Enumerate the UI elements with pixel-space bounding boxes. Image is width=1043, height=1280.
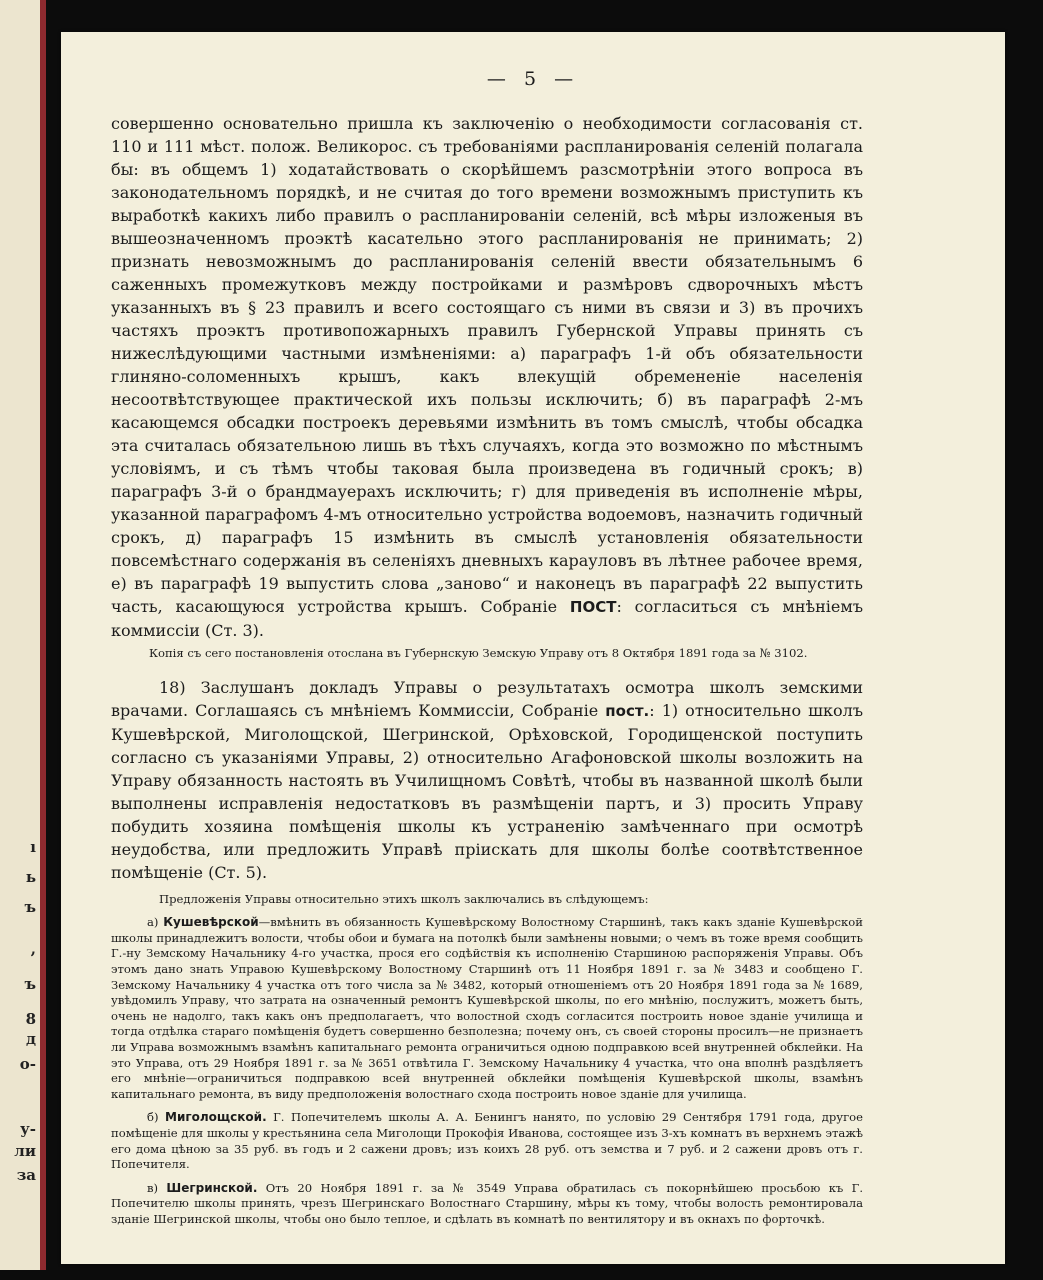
- proposal-item-b: [111, 1110, 863, 1172]
- margin-glyph: ли: [14, 1142, 36, 1160]
- item-text: —вмѣнить въ обязанность Кушевѣрскому Волостному Старшинѣ, такъ какъ зданіе Кушевѣрской школы принадлежитъ волости, чтобы обои и бумага на потолкѣ были замѣнены новыми; о чемъ въ тоже время сообщить Г.-ну Земскому Начальнику 4-го участка, прося его содѣйствія къ исполненію Старшиною распоряженія Управы. Объ этомъ дано знать Управою Кушевѣрскому Волостному Старшинѣ отъ 11 Ноября 1891 г. за № 3483 и сообщено Г. Земскому Начальнику 4 участка отъ того числа за № 3482, который отношеніемъ отъ 20 Ноября 1891 года за № 1689, увѣдомилъ Управу, что затрата на означенный ремонтъ Кушевѣрской школы, по его мнѣнію, послужитъ, можетъ быть, очень не надолго, такъ какъ онъ предполагаетъ, что волостной сходъ согласится построить новое зданіе училища и тогда отдѣлка стараго помѣщенія будетъ совершенно безполезна; почему онъ, съ своей стороны просилъ—не признаетъ ли Управа возможнымъ взамѣнъ капитальнаго ремонта ограничиться одною подправкою всей внутренней обклейки. На это Управа, отъ 29 Ноября 1891 г. за № 3651 отвѣтила Г. Земскому Начальнику 4 участка, что она вполнѣ раздѣляетъ его мнѣніе—ограничиться подправкою всей внутренней обклейки помѣщенія Кушевѣрской школы, взамѣнъ капитальнаго ремонта, въ виду предположенія волостнаго схода построить новое зданіе для училища.: [111, 915, 863, 1101]
- paragraph-text: 18) Заслушанъ докладъ Управы о результатахъ осмотра школъ земскими врачами. Соглашаясь съ мнѣніемъ Коммиссіи, Собраніе: [111, 677, 863, 720]
- margin-glyph: 8: [25, 1010, 36, 1028]
- margin-glyph: ъ: [24, 898, 36, 916]
- resolution-keyword: ПОСТ: [569, 598, 617, 616]
- margin-glyph: ,: [30, 940, 36, 958]
- adjacent-page-edge: [0, 0, 46, 1270]
- paragraph-text-end: : 1) относительно школъ Кушевѣрской, Миголощской, Шегринской, Орѣховской, Городищенской поступить согласно съ указаніями Управы, 2) относительно Агафоновской школы возложить на Управу обязанность настоять въ Училищномъ Совѣтѣ, чтобы въ названной школѣ были выполнены исправленія недостатковъ въ размѣщеніи партъ, и 3) просить Управу побудить хозяина помѣщенія школы къ устраненію замѣченнаго при осмотрѣ неудобства, или предложить Управѣ пріискать для школы болѣе соотвѣтственное помѣщеніе (Ст. 5).: [111, 700, 863, 882]
- copy-note: Копія съ сего постановленія отослана въ Губернскую Земскую Управу отъ 8 Октября 1891 года за № 3102.: [149, 646, 808, 660]
- item-text: Отъ 20 Ноября 1891 г. за № 3549 Управа обратилась съ покорнѣйшею просьбою къ Г. Попечителю школы принять, чрезъ Шегринскаго Волостнаго Старшину, мѣры къ тому, чтобы волость ремонтировала зданіе Шегринской школы, чтобы оно было теплое, и сдѣлать въ комнатѣ по вентилятору и въ окнахъ по форточкѣ.: [111, 1180, 864, 1226]
- item-text: Г. Попечителемъ школы А. А. Бенингъ нанято, по условію 29 Сентября 1791 года, другое помѣщеніе для школы у крестьянина села Миголощи Прокофія Иванова, состоящее изъ 3-хъ комнатъ въ верхнемъ этажѣ его дома цѣною за 35 руб. въ годъ и 2 сажени дровъ; изъ коихъ 28 руб. отъ земства и 7 руб. и 2 сажени дровъ отъ г. Попечителя.: [111, 1110, 863, 1172]
- margin-glyph: за: [16, 1166, 36, 1184]
- school-name: Шегринской.: [166, 1180, 258, 1195]
- proposal-item-c: [111, 1181, 863, 1228]
- document-page: [61, 32, 1005, 1264]
- margin-glyph: ъ: [24, 975, 36, 993]
- paragraph-text-end: : согласиться съ мнѣніемъ коммиссіи (Ст. 3).: [111, 597, 864, 640]
- school-name: Миголощской.: [165, 1110, 267, 1125]
- margin-glyph: о-: [19, 1055, 36, 1073]
- school-inspection-paragraph: [111, 676, 863, 884]
- proposals-heading: Предложенія Управы относительно этихъ школъ заключались въ слѣдующемъ:: [159, 891, 649, 906]
- margin-glyph: у-: [20, 1120, 36, 1138]
- margin-glyph: д: [26, 1030, 36, 1048]
- item-prefix: в): [147, 1180, 159, 1195]
- page-body: [111, 112, 863, 1227]
- page-number: — 5 —: [486, 68, 580, 90]
- proposal-item-a: [111, 915, 863, 1102]
- paragraph-text: совершенно основательно пришла къ заключенію о необходимости согласованія ст. 110 и 111 мѣст. полож. Великорос. съ требованіями распланированія селеній полагала бы: въ общемъ 1) ходатайствовать о скорѣйшемъ разсмотрѣніи этого вопроса въ законодательномъ порядкѣ, и не считая до того времени возможнымъ приступить къ выработкѣ какихъ либо правилъ о распланированіи селеній, всѣ мѣры изложеныя въ вышеозначенномъ проэктѣ касательно этого распланированія не принимать; 2) признать невозможнымъ до распланированія селеній ввести обязательнымъ 6 саженныхъ промежутковъ между постройками и размѣровъ сдворочныхъ мѣстъ указанныхъ въ § 23 правилъ и всего состоящаго съ ними въ связи и 3) въ прочихъ частяхъ проэктъ противопожарныхъ правилъ Губернской Управы принять съ нижеслѣдующими частными измѣненіями: а) параграфъ 1-й объ обязательности глиняно-соломенныхъ крышъ, какъ влекущій обремененіе населенія несоотвѣтствующее практической ихъ пользы исключить; б) въ параграфѣ 2-мъ касающемся обсадки построекъ деревьями измѣнить въ томъ смыслѣ, чтобы обсадка эта считалась обязательною лишь въ тѣхъ случаяхъ, когда это возможно по мѣстнымъ условіямъ, и съ тѣмъ чтобы таковая была произведена въ годичный срокъ; в) параграфъ 3-й о брандмауерахъ исключить; г) для приведенія въ исполненіе мѣры, указанной параграфомъ 4-мъ относительно устройства водоемовъ, назначить годичный срокъ, д) параграфъ 15 измѣнить въ смыслѣ установленія обязательности повсемѣстнаго содержанія въ селеніяхъ дневныхъ карауловъ въ лѣтнее рабочее время, е) въ параграфѣ 19 выпустить слова „заново“ и наконецъ въ параграфѣ 22 выпустить часть, касающуюся устройства крышъ. Собраніе: [111, 114, 863, 616]
- margin-glyph: ь: [25, 868, 36, 886]
- resolution-keyword: пост.: [605, 701, 650, 720]
- margin-glyph: ı: [30, 838, 36, 856]
- item-prefix: б): [147, 1110, 159, 1125]
- school-name: Кушевѣрской: [163, 915, 259, 930]
- item-prefix: а): [147, 915, 159, 930]
- commission-resolution-paragraph: [111, 112, 863, 642]
